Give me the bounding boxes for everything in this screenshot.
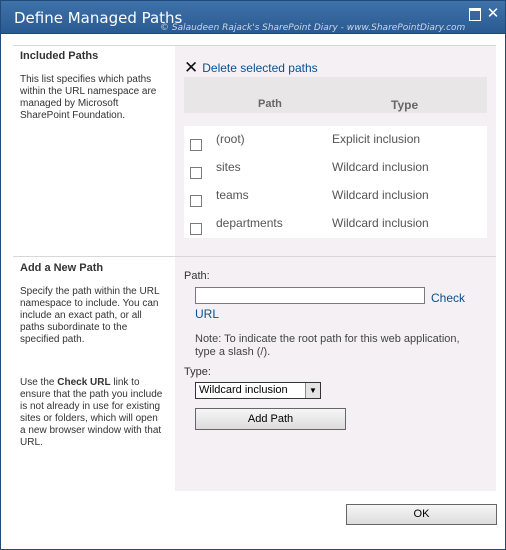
included-paths-title: Included Paths	[20, 50, 99, 62]
table-row	[184, 182, 487, 210]
row-checkbox[interactable]	[190, 167, 202, 179]
paths-grid-header	[184, 77, 487, 113]
check-url-desc-bold: Check URL	[57, 377, 111, 388]
add-new-path-section	[13, 257, 496, 491]
check-url-link-word2[interactable]: URL	[195, 307, 220, 321]
chevron-down-icon[interactable]: ▼	[305, 383, 320, 398]
delete-selected-paths-link[interactable]	[184, 58, 318, 78]
included-paths-info	[13, 46, 175, 256]
row-checkbox[interactable]	[190, 195, 202, 207]
type-cell: Wildcard inclusion	[332, 160, 429, 174]
type-label: Type:	[184, 366, 211, 378]
type-cell: Explicit inclusion	[332, 132, 421, 146]
type-select-value: Wildcard inclusion	[199, 384, 288, 396]
path-cell: sites	[216, 160, 241, 174]
table-row	[184, 154, 487, 182]
check-url-description	[20, 377, 165, 449]
dialog-title: Define Managed Paths	[14, 9, 183, 27]
included-paths-section	[13, 46, 496, 257]
path-input[interactable]	[195, 287, 425, 304]
type-cell: Wildcard inclusion	[332, 216, 429, 230]
add-new-path-info	[13, 257, 175, 491]
check-url-desc-prefix: Use the	[20, 377, 58, 388]
dialog-titlebar	[1, 1, 505, 34]
add-new-path-panel	[175, 257, 496, 491]
path-cell: (root)	[216, 132, 245, 146]
included-paths-description: This list specifies which paths within the URL namespace are managed by Microsoft SharePoint Foundation.	[20, 74, 157, 121]
close-icon[interactable]: ✕	[486, 5, 500, 22]
delete-selected-paths-label: Delete selected paths	[202, 61, 318, 75]
row-checkbox[interactable]	[190, 223, 202, 235]
add-new-path-title: Add a New Path	[20, 262, 104, 274]
column-header-type: Type	[391, 98, 419, 112]
table-row	[184, 126, 487, 154]
check-url-desc-suffix: link to ensure that the path you include is not already in use for existing sites or folders, which will open a new browser window with that URL.	[20, 377, 163, 448]
root-path-note: Note: To indicate the root path for this web application, type a slash (/).	[195, 333, 460, 358]
path-cell: departments	[216, 216, 283, 230]
type-cell: Wildcard inclusion	[332, 188, 429, 202]
maximize-icon[interactable]	[468, 7, 482, 21]
delete-icon: ✕	[184, 58, 199, 77]
type-select[interactable]	[195, 382, 321, 399]
check-url-link-word1[interactable]: Check	[431, 291, 466, 305]
column-header-path: Path	[258, 98, 282, 110]
watermark-text: © Salaudeen Rajack's SharePoint Diary - www.SharePointDiary.com	[160, 23, 466, 33]
included-paths-panel	[175, 46, 496, 256]
path-cell: teams	[216, 188, 249, 202]
table-row	[184, 210, 487, 238]
add-path-button[interactable]: Add Path	[195, 408, 346, 430]
dialog-content	[13, 45, 496, 491]
add-new-path-description: Specify the path within the URL namespace to include. You can include an exact path, or all paths subordinate to the specified path.	[20, 286, 160, 345]
path-label: Path:	[184, 270, 210, 282]
row-checkbox[interactable]	[190, 139, 202, 151]
ok-button[interactable]: OK	[346, 504, 497, 525]
